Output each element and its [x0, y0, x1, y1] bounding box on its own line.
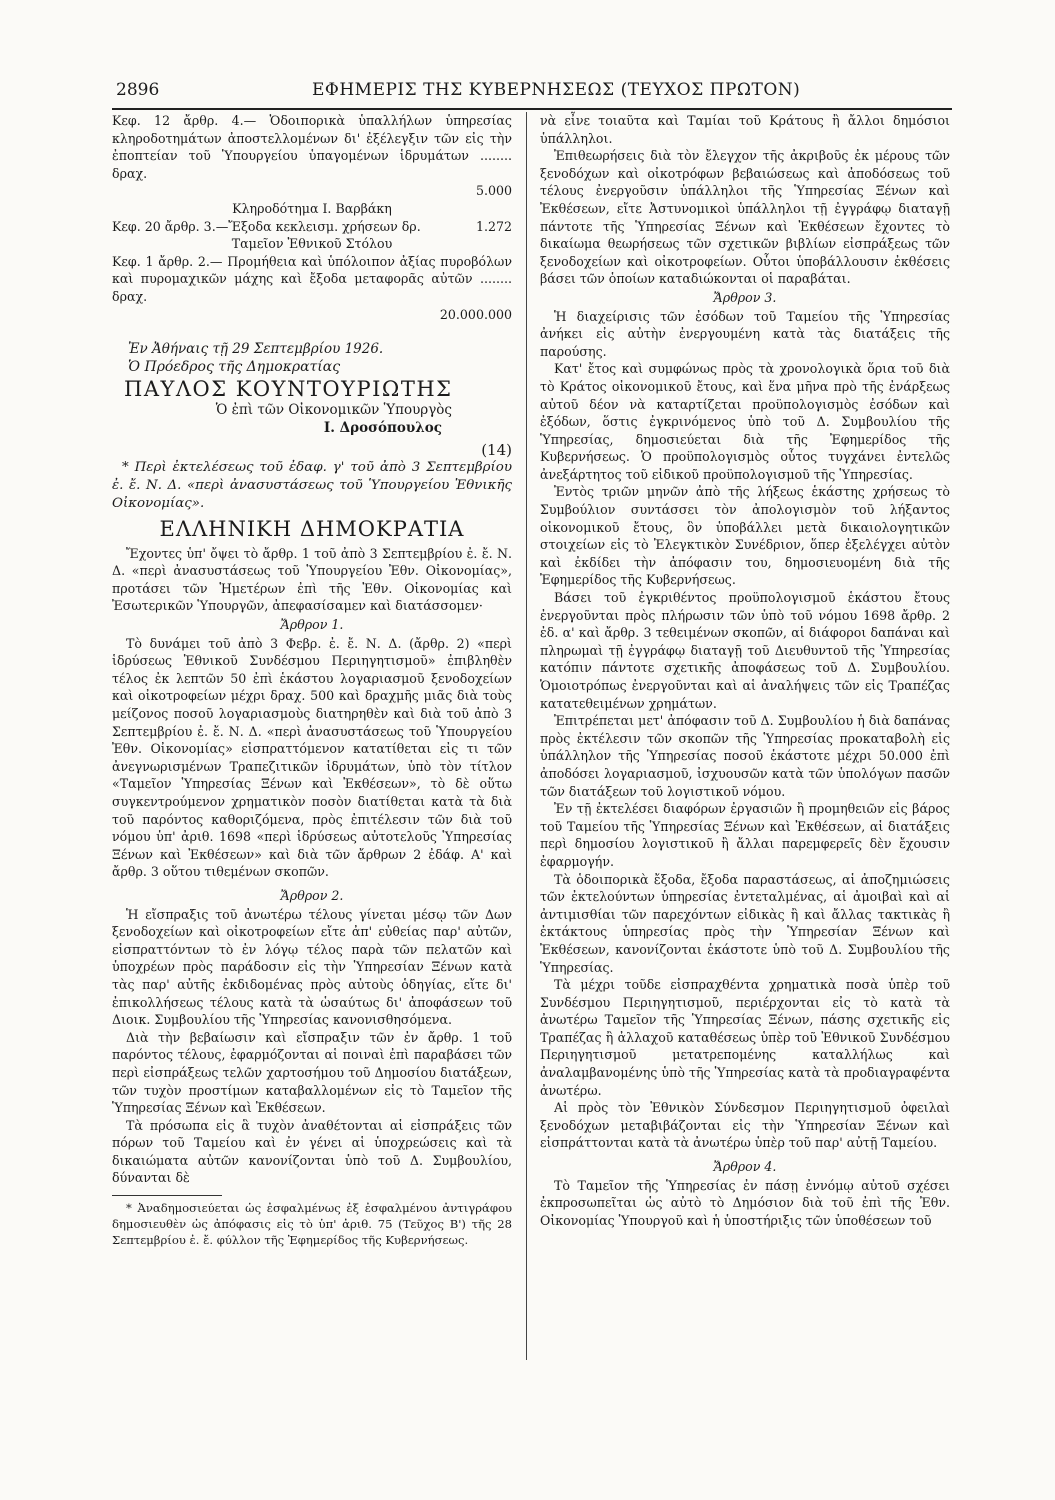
article-3-paragraph: Τὰ ὁδοιπορικὰ ἔξοδα, ἔξοδα παραστάσεως, αἱ ἀποζημιώσεις τῶν ἐκτελούντων ὑπηρεσίας ἐντεταλμένας, αἱ ἀμοιβαὶ καὶ αἱ ἀντιμισθίαι τῶν παρεχόντων εἰδικὰς ἢ καὶ ἄλλας τακτικὰς ἢ ἐκτάκτους ὑπηρεσίας πρὸς τὴν Ὑπηρεσίαν Ξένων καὶ Ἐκθέσεων, κανονίζονται ἑκάστοτε ὑπὸ τοῦ Δ. Συμβουλίου τῆς Ὑπηρεσίας. — [540, 871, 950, 975]
expense-entry-3 — [112, 253, 512, 323]
expense-entry-3-text: Κεφ. 1 ἄρθρ. 2.— Προμήθεια καὶ ὑπόλοιπον ἀξίας πυροβόλων καὶ πυρομαχικῶν μάχης καὶ ἔξοδα μεταφορᾶς αὐτῶν ........ δραχ. — [112, 253, 512, 304]
article-3-paragraph: Ἡ διαχείρισις τῶν ἐσόδων τοῦ Ταμείου τῆς Ὑπηρεσίας ἀνήκει εἰς αὐτὴν ἐνεργουμένη κατὰ τὰς διατάξεις τῆς παρούσης. — [540, 308, 950, 359]
page-number: 2896 — [116, 80, 160, 100]
article-3-paragraph: Τὰ μέχρι τοῦδε εἰσπραχθέντα χρηματικὰ ποσὰ ὑπὲρ τοῦ Συνδέσμου Περιηγητισμοῦ, περιέρχονται εἰς τὸ κατὰ τὰ ἀνωτέρω Ταμεῖον τῆς Ὑπηρεσίας Ξένων, πάσης σχετικῆς εἰς Τραπέζας ἢ ἀλλαχοῦ καταθέσεως ὑπὲρ τοῦ Ἐθνικοῦ Συνδέσμου Περιηγητισμοῦ μετατρεπομένης καταλλήλως καὶ ἀναλαμβανομένης ὑπὸ τῆς Ὑπηρεσίας κατὰ τὰ προδιαγραφέντα ἀνωτέρω. — [540, 977, 950, 1098]
expense-entry-1 — [112, 112, 512, 200]
preamble: Ἔχοντες ὑπ' ὄψει τὸ ἄρθρ. 1 τοῦ ἀπὸ 3 Σεπτεμβρίου ἐ. ἔ. Ν. Δ. «περὶ ἀνασυστάσεως τοῦ Ὑπουργείου Ἐθν. Οἰκονομίας», προτάσει τῶν Ἡμετέρων ἐπὶ τῆς Ἐθν. Οἰκονομίας καὶ Ἐσωτερικῶν Ὑπουργῶν, ἀπεφασίσαμεν καὶ διατάσσομεν· — [112, 545, 512, 614]
column-divider — [526, 112, 527, 1360]
article-3-paragraph: Ἐπιτρέπεται μετ' ἀπόφασιν τοῦ Δ. Συμβουλίου ἡ διὰ δαπάνας πρὸς ἐκτέλεσιν τῶν σκοπῶν τῆς Ὑπηρεσίας προκαταβολὴ εἰς ὑπάλληλον τῆς Ὑπηρεσίας ποσοῦ ἑκάστοτε μέχρι 50.000 ἐπὶ ἀποδόσει λογαριασμοῦ, ἰσχυουσῶν κατὰ τῶν ὑπολόγων πασῶν τῶν διατάξεων τοῦ λογιστικοῦ νόμου. — [540, 713, 950, 799]
expense-entry-1-amount: 5.000 — [475, 183, 512, 199]
heir-title: Κληροδότημα Ι. Βαρβάκη — [232, 200, 392, 216]
article-2-paragraph: Διὰ τὴν βεβαίωσιν καὶ εἴσπραξιν τῶν ἐν ἄρθρ. 1 τοῦ παρόντος τέλους, ἐφαρμόζονται αἱ ποιναὶ ἐπὶ παραβάσει τῶν περὶ εἰσπράξεως τελῶν χαρτοσήμου τοῦ Δημοσίου διατάξεων, τῶν τυχὸν προστίμων καταβαλλομένων εἰς τὸ Ταμεῖον τῆς Ὑπηρεσίας Ξένων καὶ Ἐκθέσεων. — [112, 1029, 512, 1116]
expense-entry-2-subtitle: Ταμεῖον Ἐθνικοῦ Στόλου — [231, 236, 393, 252]
article-3-paragraph: Αἱ πρὸς τὸν Ἐθνικὸν Σύνδεσμον Περιηγητισμοῦ ὀφειλαὶ ξενοδόχων μεταβιβάζονται εἰς τὴν Ὑπηρεσίαν Ξένων καὶ εἰσπράττονται κατὰ τὰ ἀνωτέρω ὑπὲρ τοῦ παρ' αὐτῇ Ταμείου. — [540, 1100, 950, 1151]
article-1-heading: Ἄρθρον 1. — [280, 617, 344, 633]
journal-title: ΕΦΗΜΕΡΙΣ ΤΗΣ ΚΥΒΕΡΝΗΣΕΩΣ (ΤΕΥΧΟΣ ΠΡΩΤΟΝ) — [312, 80, 801, 100]
minister-name: Ι. Δροσόπουλος — [323, 419, 442, 436]
article-3-paragraph: Ἐντὸς τριῶν μηνῶν ἀπὸ τῆς λήξεως ἑκάστης χρήσεως τὸ Συμβούλιον συντάσσει τὸν ἀπολογισμὸν τοῦ λήξαντος οἰκονομικοῦ ἔτους, ὃν ὑποβάλλει μετὰ δικαιολογητικῶν στοιχείων εἰς τὸ Ἐλεγκτικὸν Συνέδριον, ὅπερ ἐξελέγχει αὐτὸν καὶ ἐκδίδει τὴν ἀπόφασιν του, δημοσιευομένη διὰ τῆς Ἐφημερίδος τῆς Κυβερνήσεως. — [540, 484, 950, 588]
expense-entry-2-amount: 1.272 — [475, 218, 512, 234]
expense-entry-1-text: Κεφ. 12 ἄρθρ. 4.— Ὁδοιπορικὰ ὑπαλλήλων ὑπηρεσίας κληροδοτημάτων ἀποστελλομένων δι' ἐξέλεγξιν τῶν εἰς τὴν ἐποπτείαν τοῦ Ὑπουργείου ὑπαγομένων ἱδρυμάτων ........ δραχ. — [112, 113, 512, 181]
footnote: * Ἀναδημοσιεύεται ὡς ἐσφαλμένως ἐξ ἐσφαλμένου ἀντιγράφου δημοσιευθὲν ὡς ἀπόφασις εἰς τὸ ὑπ' ἀριθ. 75 (Τεῦχος Β') τῆς 28 Σεπτεμβρίου ἐ. ἔ. φύλλον τῆς Ἐφημερίδος τῆς Κυβερνήσεως. — [112, 1201, 512, 1248]
republic-heading: ΕΛΛΗΝΙΚΗ ΔΗΜΟΚΡΑΤΙΑ — [159, 517, 465, 542]
president-title: Ὁ Πρόεδρος τῆς Δημοκρατίας — [128, 358, 341, 375]
decree-title: * Περὶ ἐκτελέσεως τοῦ ἐδαφ. γ' τοῦ ἀπὸ 3 Σεπτεμβρίου ἐ. ἔ. Ν. Δ. «περὶ ἀνασυστάσεως τοῦ Ὑπουργείου Ἐθνικῆς Οἰκονομίας». — [112, 460, 512, 512]
right-column — [540, 112, 950, 1229]
article-1-text: Τὸ δυνάμει τοῦ ἀπὸ 3 Φεβρ. ἐ. ἔ. Ν. Δ. (ἄρθρ. 2) «περὶ ἱδρύσεως Ἐθνικοῦ Συνδέσμου Περιηγητισμοῦ» ἐπιβληθὲν τέλος ἐκ λεπτῶν 50 ἐπὶ ἑκάστου λογαριασμοῦ ξενοδοχείων καὶ οἰκοτροφείων μέχρι δραχ. 500 καὶ δραχμῆς μιᾶς διὰ τοὺς μείζονος ποσοῦ λογαριασμοὺς διατηρηθὲν καὶ διὰ τοῦ ἀπὸ 3 Σεπτεμβρίου ἐ. ἔ. Ν. Δ. «περὶ ἀνασυστάσεως τοῦ Ὑπουργείου Ἐθν. Οἰκονομίας» εἰσπραττόμενον κατατίθεται εἰς τι τῶν ἀνεγνωρισμένων Τραπεζιτικῶν ἱδρυμάτων, ὑπὸ τὸν τίτλον «Ταμεῖον Ὑπηρεσίας Ξένων καὶ Ἐκθέσεων», τὸ δὲ οὕτω συγκεντρούμενον χρηματικὸν ποσὸν διατίθεται κατὰ τὰ διὰ τοῦ παρόντος καθοριζόμενα, πρὸς ἐπιτέλεσιν τῶν διὰ τοῦ νόμου ὑπ' ἀριθ. 1698 «περὶ ἱδρύσεως αὐτοτελοῦς Ὑπηρεσίας Ξένων καὶ Ἐκθέσεων» καὶ διὰ τῶν ἄρθρων 2 ἐδάφ. Α' καὶ ἄρθρ. 3 οὕτου τιθεμένων σκοπῶν. — [112, 635, 512, 880]
footnote-divider — [112, 1195, 222, 1196]
continued-paragraph: νὰ εἶνε τοιαῦτα καὶ Ταμίαι τοῦ Κράτους ἢ ἄλλοι δημόσιοι ὑπάλληλοι. — [540, 113, 950, 146]
expense-entry-2-text: Κεφ. 20 ἄρθρ. 3.—Ἔξοδα κεκλεισμ. χρήσεων δρ. — [112, 218, 421, 234]
article-2-paragraph: Τὰ πρόσωπα εἰς ἃ τυχὸν ἀναθέτονται αἱ εἰσπράξεις τῶν πόρων τοῦ Ταμείου καὶ ἐν γένει αἱ ὑποχρεώσεις καὶ τὰ δικαιώματα αὐτῶν κανονίζονται ὑπὸ τοῦ Δ. Συμβουλίου, δύνανται δὲ — [112, 1117, 512, 1186]
inspection-paragraph: Ἐπιθεωρήσεις διὰ τὸν ἔλεγχον τῆς ἀκριβοῦς ἐκ μέρους τῶν ξενοδόχων καὶ οἰκοτρόφων βεβαιώσεως καὶ ἀποδόσεως τοῦ τέλους ἐνεργοῦσιν ὑπάλληλοι τῆς Ὑπηρεσίας Ξένων καὶ Ἐκθέσεων, εἴτε Ἀστυνομικοὶ ὑπάλληλοι τῇ ἐγγράφῳ διαταγῇ πάντοτε τῆς Ὑπηρεσίας Ξένων καὶ Ἐκθέσεων ἔχοντες τὸ δικαίωμα θεωρήσεως τῶν σχετικῶν βιβλίων εἰσπράξεως τῶν ξενοδοχείων καὶ οἰκοτροφείων. Οὗτοι ὑποβάλλουσιν ἐκθέσεις βάσει τῶν ὁποίων καταδιώκονται οἱ παραβάται. — [540, 148, 950, 287]
president-name: ΠΑΥΛΟΣ ΚΟΥΝΤΟΥΡΙΩΤΗΣ — [124, 377, 453, 402]
place-date: Ἐν Ἀθήναις τῇ 29 Σεπτεμβρίου 1926. — [128, 341, 384, 358]
article-4-paragraph: Τὸ Ταμεῖον τῆς Ὑπηρεσίας ἐν πάσῃ ἐννόμῳ αὐτοῦ σχέσει ἐκπροσωπεῖται ὡς αὐτὸ τὸ Δημόσιον διὰ τοῦ ἐπὶ τῆς Ἐθν. Οἰκονομίας Ὑπουργοῦ καὶ ἡ ὑποστήριξις τῶν ὑποθέσεων τοῦ — [540, 1177, 950, 1228]
left-column — [112, 112, 512, 1248]
article-3-heading: Ἄρθρον 3. — [713, 289, 777, 305]
article-3-paragraph: Ἐν τῇ ἐκτελέσει διαφόρων ἐργασιῶν ἢ προμηθειῶν εἰς βάρος τοῦ Ταμείου τῆς Ὑπηρεσίας Ξένων καὶ Ἐκθέσεων, αἱ διατάξεις περὶ δημοσίου λογιστικοῦ ἢ ἄλλαι παρεμφερεῖς δὲν ἔχουσιν ἐφαρμογήν. — [540, 801, 950, 869]
article-3-paragraph: Βάσει τοῦ ἐγκριθέντος προϋπολογισμοῦ ἑκάστου ἔτους ἐνεργοῦνται πρὸς πλήρωσιν τῶν ὑπὸ τοῦ νόμου 1698 ἄρθρ. 2 ἐδ. α' καὶ ἄρθρ. 3 τεθειμένων σκοπῶν, αἱ διάφοροι δαπάναι καὶ πληρωμαὶ τῇ ἐγγράφῳ διαταγῇ τοῦ Διευθυντοῦ τῆς Ὑπηρεσίας κατόπιν πάντοτε σχετικῆς ἀποφάσεως τοῦ Δ. Συμβουλίου. Ὁμοιοτρόπως ἐνεργοῦνται καὶ αἱ ἀναλήψεις τῶν εἰς Τραπέζας κατατεθειμένων χρημάτων. — [540, 590, 950, 711]
decree-number: (14) — [481, 440, 512, 459]
minister-title: Ὁ ἐπὶ τῶν Οἰκονομικῶν Ὑπουργὸς — [215, 402, 452, 419]
article-2-paragraph: Ἡ εἴσπραξις τοῦ ἀνωτέρω τέλους γίνεται μέσῳ τῶν Δων ξενοδοχείων καὶ οἰκοτροφείων εἴτε ἀπ' εὐθείας παρ' αὐτῶν, εἰσπραττόντων τὸ ἐν λόγῳ τέλος παρὰ τῶν πελατῶν καὶ ὑποχρέων πρὸς παράδοσιν εἰς τὴν Ὑπηρεσίαν Ξένων κατὰ τὰς παρ' αὐτῆς ἐκδιδομένας πρὸς αὐτοὺς ὁδηγίας, εἴτε δι' ἐπικολλήσεως τέλους κατὰ τὰ ὡσαύτως δι' ἀποφάσεων τοῦ Διοικ. Συμβουλίου τῆς Ὑπηρεσίας κανονισθησόμενα. — [112, 906, 512, 1028]
article-2-heading: Ἄρθρον 2. — [280, 887, 344, 903]
article-3-paragraph: Κατ' ἔτος καὶ συμφώνως πρὸς τὰ χρονολογικὰ ὅρια τοῦ διὰ τὸ Κράτος οἰκονομικοῦ ἔτους, καὶ ἕνα μῆνα πρὸ τῆς ἐνάρξεως αὐτοῦ δέον νὰ καταρτίζεται προϋπολογισμὸς ἐσόδων καὶ ἐξόδων, ὅστις ἐγκρινόμενος ὑπὸ τοῦ Δ. Συμβουλίου τῆς Ὑπηρεσίας, δημοσιεύεται διὰ τῆς Ἐφημερίδος τῆς Κυβερνήσεως. Ὁ προϋπολογισμὸς οὗτος τυγχάνει ἐντελῶς ἀνεξάρτητος τοῦ εἰδικοῦ προϋπολογισμοῦ τῆς Ὑπηρεσίας. — [540, 361, 950, 482]
article-4-heading: Ἄρθρον 4. — [713, 1159, 777, 1175]
page-header — [112, 80, 952, 110]
expense-entry-2 — [112, 218, 512, 253]
expense-entry-3-amount: 20.000.000 — [439, 306, 512, 322]
